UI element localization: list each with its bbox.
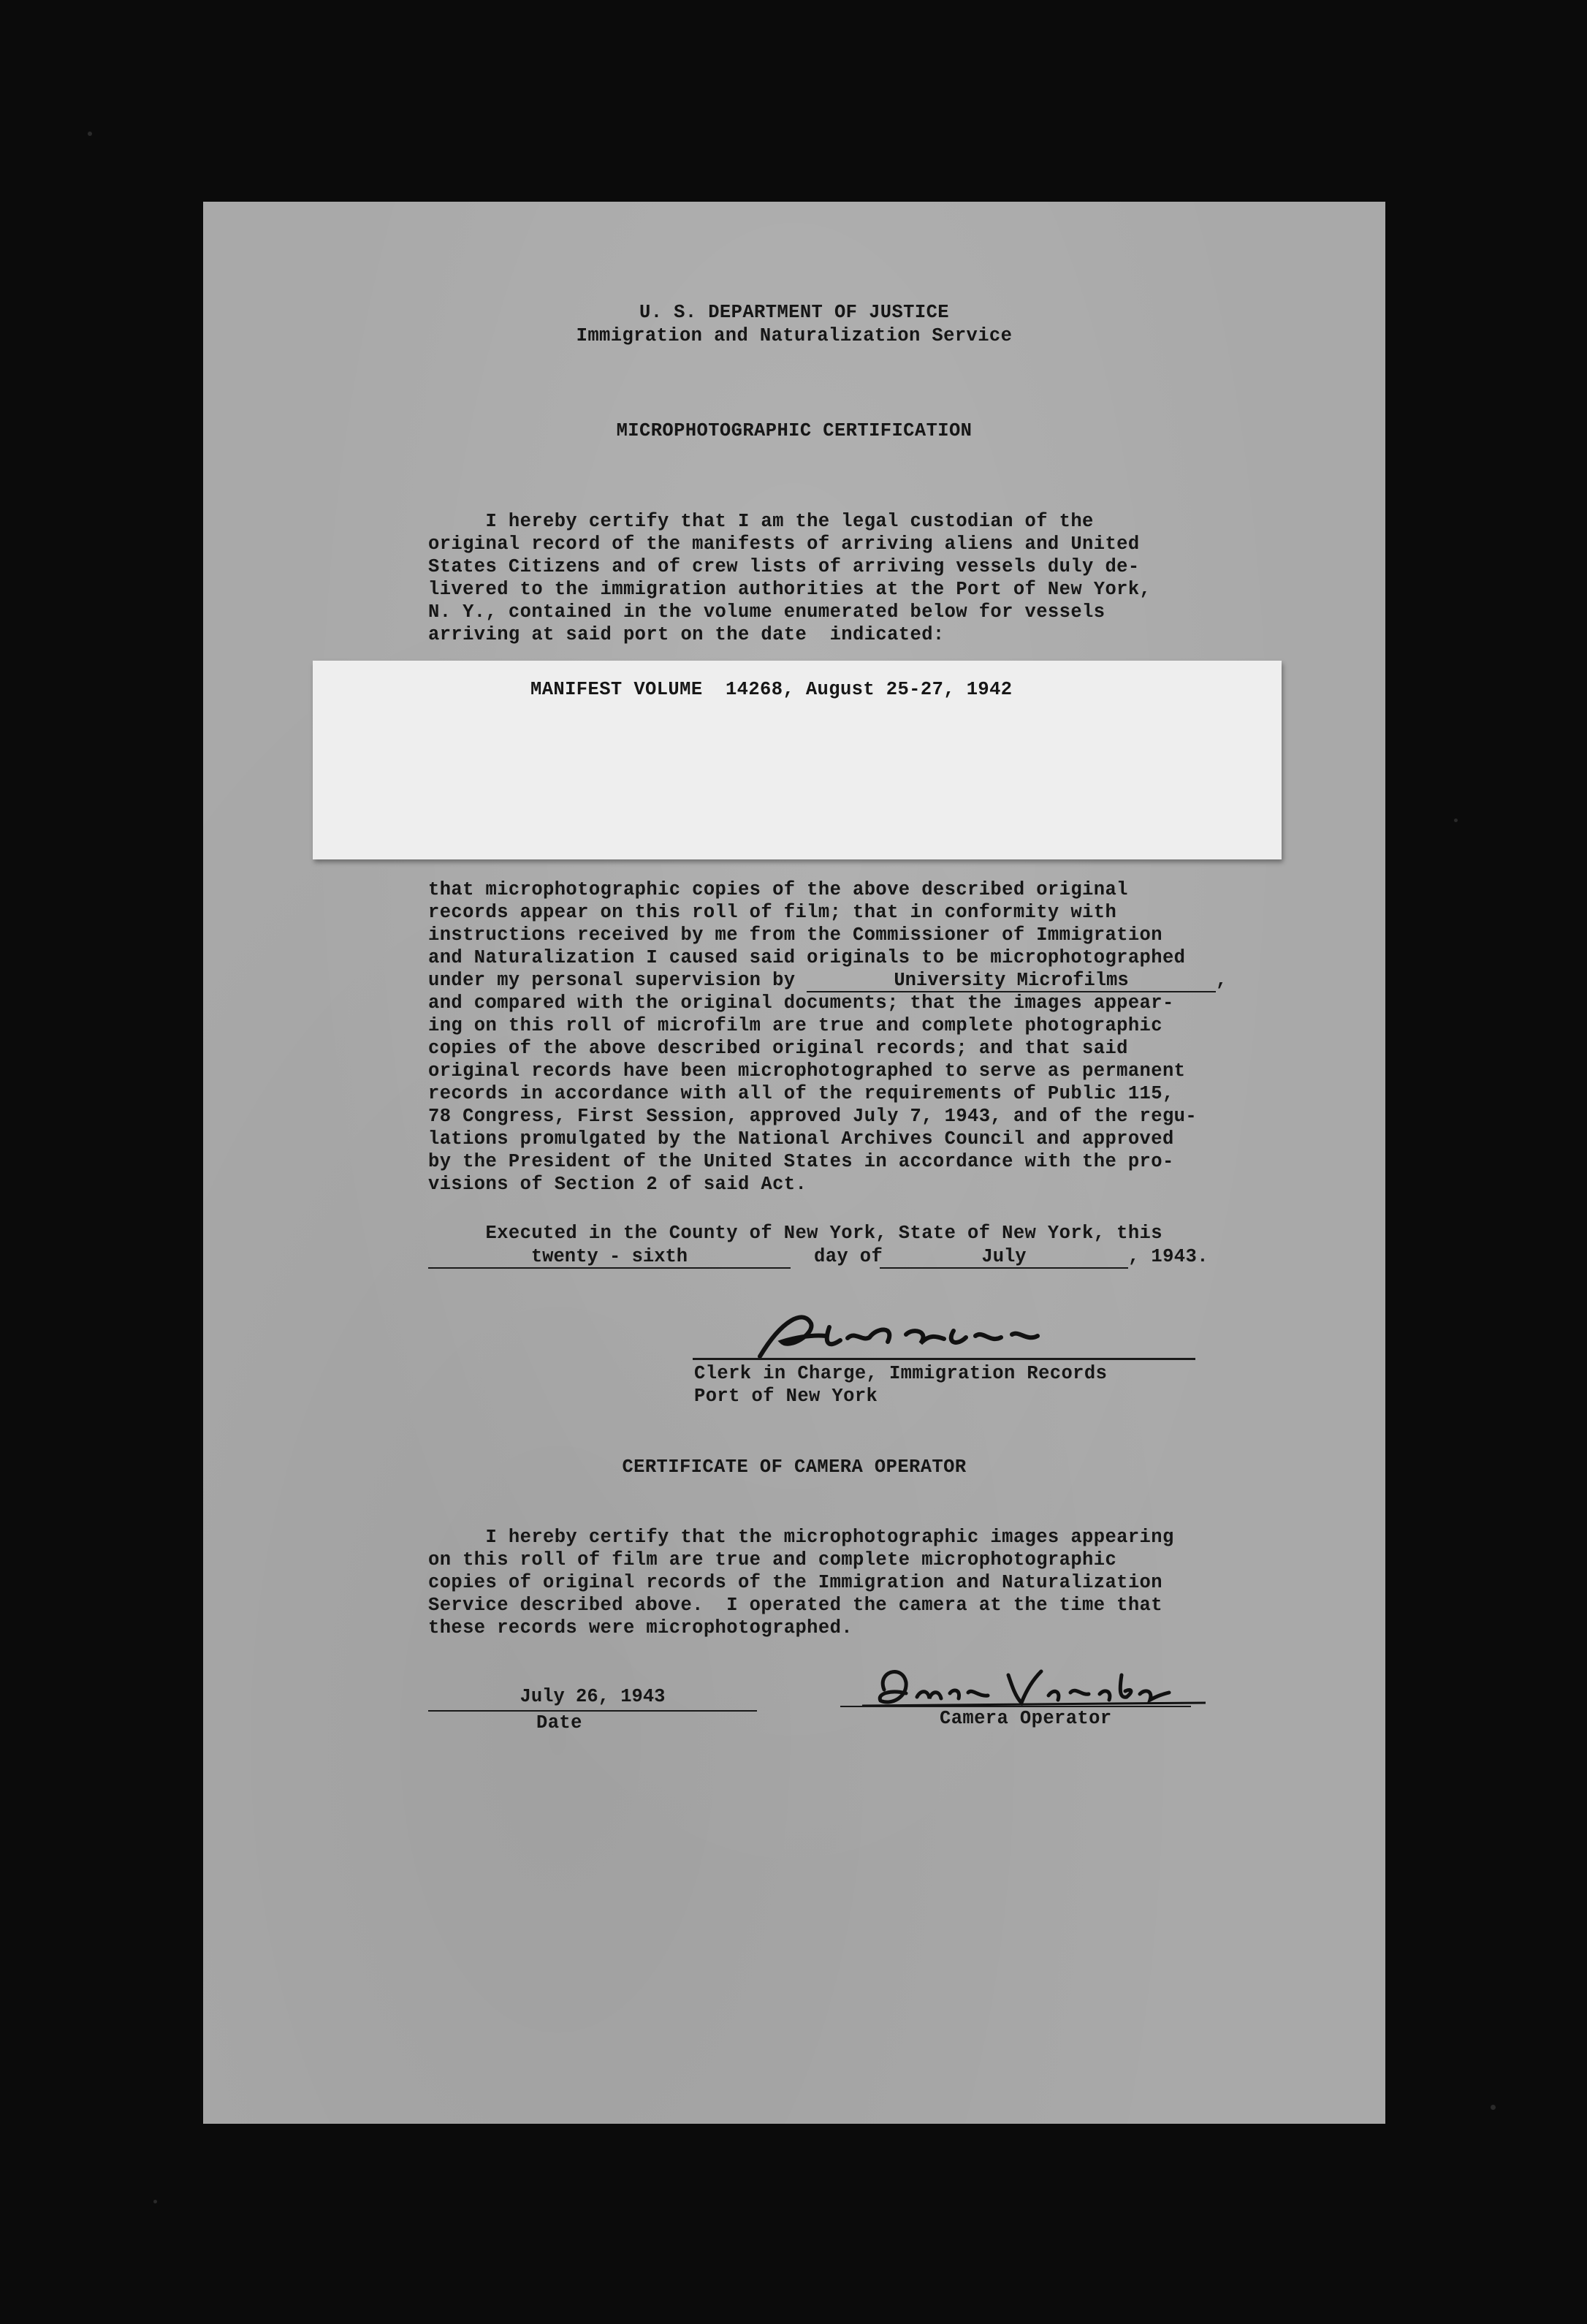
- film-speck: [153, 2200, 157, 2203]
- body-line: original records have been microphotographed to serve as permanent: [428, 1060, 1186, 1082]
- intro-line: N. Y., contained in the volume enumerated below for vessels: [428, 601, 1105, 623]
- body-line: records in accordance with all of the requirements of Public 115,: [428, 1083, 1174, 1104]
- execution-month: July: [981, 1246, 1027, 1267]
- department-heading: U. S. DEPARTMENT OF JUSTICE: [639, 302, 949, 323]
- execution-year: , 1943.: [1128, 1246, 1209, 1267]
- film-speck: [88, 132, 92, 136]
- execution-month-rule: [880, 1267, 1128, 1269]
- camera-text-line: Service described above. I operated the camera at the time that: [428, 1595, 1162, 1616]
- clerk-office: Port of New York: [694, 1386, 878, 1407]
- clerk-signature: [738, 1305, 1103, 1364]
- camera-operator-title: CERTIFICATE OF CAMERA OPERATOR: [622, 1457, 967, 1478]
- body-line: that microphotographic copies of the above described original: [428, 879, 1128, 900]
- camera-text-line: copies of original records of the Immigration and Naturalization: [428, 1572, 1162, 1593]
- service-heading: Immigration and Naturalization Service: [576, 325, 1013, 346]
- body-line: lations promulgated by the National Archives Council and approved: [428, 1128, 1174, 1150]
- date-rule: [428, 1710, 757, 1712]
- body-line: copies of the above described original records; and that said: [428, 1038, 1128, 1059]
- body-punctuation: ,: [1216, 970, 1228, 991]
- body-line: records appear on this roll of film; that in conformity with: [428, 902, 1117, 923]
- film-speck: [1491, 2105, 1496, 2110]
- manifest-volume-label: MANIFEST VOLUME 14268, August 25-27, 1942: [530, 679, 1013, 700]
- body-line: and Naturalization I caused said originals to be microphotographed: [428, 947, 1186, 968]
- intro-line: I hereby certify that I am the legal custodian of the: [428, 511, 1094, 532]
- body-line: 78 Congress, First Session, approved July 7, 1943, and of the regu-: [428, 1106, 1198, 1127]
- intro-line: original record of the manifests of arriving aliens and United: [428, 533, 1140, 555]
- certification-title: MICROPHOTOGRAPHIC CERTIFICATION: [616, 420, 973, 441]
- body-line: ing on this roll of microfilm are true and complete photographic: [428, 1015, 1162, 1036]
- camera-text-line: these records were microphotographed.: [428, 1617, 853, 1638]
- intro-line: arriving at said port on the date indicated:: [428, 624, 945, 645]
- body-line: visions of Section 2 of said Act.: [428, 1174, 807, 1195]
- supervisor-fill: University Microfilms: [894, 970, 1129, 991]
- body-line: and compared with the original documents; that the images appear-: [428, 992, 1174, 1014]
- date-caption: Date: [536, 1712, 582, 1733]
- camera-text-line: on this roll of film are true and complete microphotographic: [428, 1549, 1117, 1571]
- clerk-title: Clerk in Charge, Immigration Records: [694, 1363, 1108, 1384]
- execution-day: twenty - sixth: [530, 1246, 688, 1267]
- body-line: under my personal supervision by: [428, 970, 796, 991]
- intro-line: States Citizens and of crew lists of arriving vessels duly de-: [428, 556, 1140, 577]
- body-line: by the President of the United States in accordance with the pro-: [428, 1151, 1174, 1172]
- executed-line: Executed in the County of New York, State of New York, this: [428, 1223, 1162, 1244]
- camera-text-line: I hereby certify that the microphotographic images appearing: [428, 1527, 1174, 1548]
- clerk-signature-rule: [693, 1358, 1195, 1360]
- execution-day-rule: [428, 1267, 791, 1269]
- manifest-label-strip: [313, 661, 1282, 859]
- film-speck: [1454, 819, 1458, 822]
- body-line: instructions received by me from the Commissioner of Immigration: [428, 924, 1162, 946]
- date-value: July 26, 1943: [520, 1686, 666, 1707]
- intro-line: livered to the immigration authorities at the Port of New York,: [428, 579, 1152, 600]
- operator-caption: Camera Operator: [940, 1708, 1112, 1729]
- execution-day-of: day of: [814, 1246, 883, 1267]
